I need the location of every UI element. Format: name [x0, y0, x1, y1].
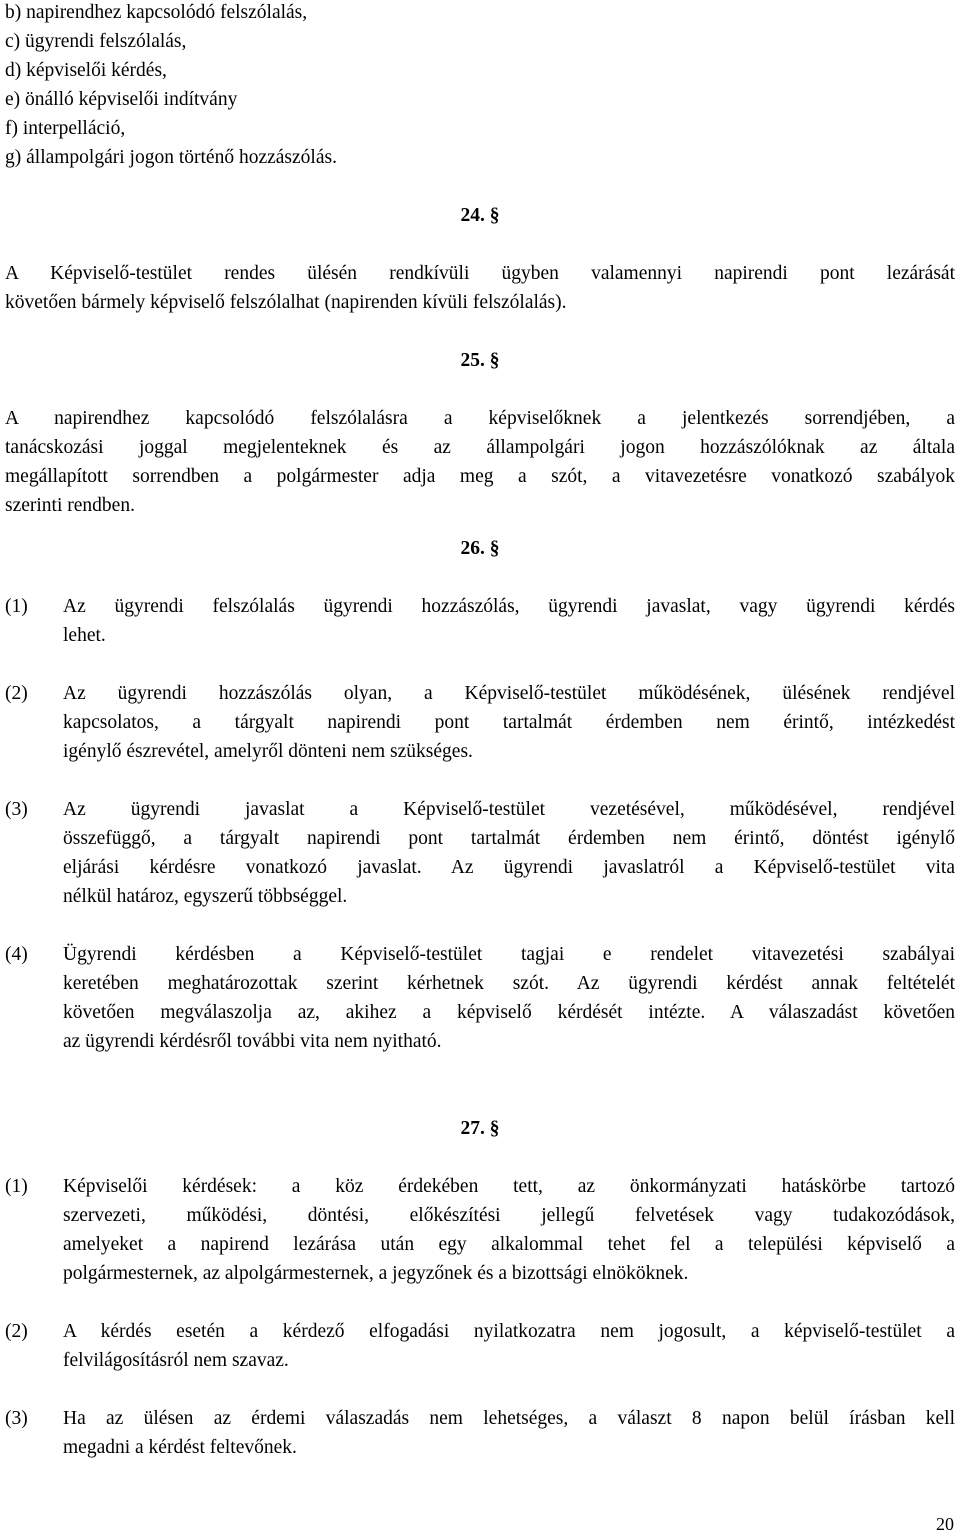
section-27-item-3	[5, 1404, 955, 1462]
item-line: polgármesternek, az alpolgármesternek, a jegyzőnek és a bizottsági elnököknek.	[63, 1263, 689, 1284]
item-line: Az ügyrendi javaslat a Képviselő-testület vezetésével, működésével, rendjével	[63, 799, 955, 820]
page-number: 20	[936, 1514, 954, 1534]
item-line: amelyeket a napirend lezárása után egy alkalommal tehet fel a települési képviselő a	[63, 1234, 955, 1255]
paragraph-line: tanácskozási joggal megjelenteknek és az állampolgári jogon hozzászólóknak az általa	[5, 437, 955, 458]
section-heading-25: 25. §	[460, 350, 500, 371]
item-number: (1)	[5, 596, 28, 617]
item-line: felvilágosításról nem szavaz.	[63, 1350, 289, 1371]
section-heading-24: 24. §	[460, 205, 500, 226]
enumeration-list	[5, 0, 955, 172]
item-line: igénylő észrevétel, amelyről dönteni nem szükséges.	[63, 741, 473, 762]
section-heading-26: 26. §	[460, 538, 500, 559]
list-item: d) képviselői kérdés,	[5, 60, 167, 81]
list-item: g) állampolgári jogon történő hozzászólás.	[5, 147, 337, 168]
item-line: Ügyrendi kérdésben a Képviselő-testület tagjai e rendelet vitavezetési szabályai	[63, 944, 955, 965]
item-line: Az ügyrendi hozzászólás olyan, a Képviselő-testület működésének, ülésének rendjével	[63, 683, 955, 704]
item-line: összefüggő, a tárgyalt napirendi pont tartalmát érdemben nem érintő, döntést igénylő	[63, 828, 955, 849]
item-line: eljárási kérdésre vonatkozó javaslat. Az ügyrendi javaslatról a Képviselő-testület vita	[63, 857, 955, 878]
list-item: e) önálló képviselői indítvány	[5, 89, 238, 110]
section-26-item-4	[5, 940, 955, 1056]
item-line: A kérdés esetén a kérdező elfogadási nyilatkozatra nem jogosult, a képviselő-testület a	[63, 1321, 955, 1342]
item-line: Ha az ülésen az érdemi válaszadás nem lehetséges, a választ 8 napon belül írásban kell	[63, 1408, 955, 1429]
paragraph-line: megállapított sorrendben a polgármester adja meg a szót, a vitavezetésre vonatkozó szabályok	[5, 466, 955, 487]
item-number: (4)	[5, 944, 28, 965]
item-line: lehet.	[63, 625, 106, 646]
item-number: (3)	[5, 1408, 28, 1429]
item-number: (2)	[5, 1321, 28, 1342]
section-27-item-1	[5, 1172, 955, 1288]
list-item: b) napirendhez kapcsolódó felszólalás,	[5, 2, 308, 23]
document-page	[5, 0, 955, 1462]
item-line: követően megválaszolja az, akihez a képviselő kérdését intézte. A válaszadást követően	[63, 1002, 955, 1023]
item-line: Az ügyrendi felszólalás ügyrendi hozzászólás, ügyrendi javaslat, vagy ügyrendi kérdés	[63, 596, 955, 617]
item-line: keretében meghatározottak szerint kérhetnek szót. Az ügyrendi kérdést annak feltételét	[63, 973, 955, 994]
item-line: az ügyrendi kérdésről további vita nem nyitható.	[63, 1031, 442, 1052]
paragraph-line: követően bármely képviselő felszólalhat (napirenden kívüli felszólalás).	[5, 292, 567, 313]
item-number: (3)	[5, 799, 28, 820]
paragraph-line: A napirendhez kapcsolódó felszólalásra a képviselőknek a jelentkezés sorrendjében, a	[5, 408, 955, 429]
section-26-item-2	[5, 679, 955, 766]
list-item: c) ügyrendi felszólalás,	[5, 31, 187, 52]
section-24-paragraph	[5, 259, 955, 317]
item-line: Képviselői kérdések: a köz érdekében tett, az önkormányzati hatáskörbe tartozó	[63, 1176, 955, 1197]
paragraph-line: A Képviselő-testület rendes ülésén rendkívüli ügyben valamennyi napirendi pont lezárását	[5, 263, 955, 284]
section-26-item-1	[5, 592, 955, 650]
item-line: megadni a kérdést feltevőnek.	[63, 1437, 297, 1458]
item-line: kapcsolatos, a tárgyalt napirendi pont tartalmát érdemben nem érintő, intézkedést	[63, 712, 955, 733]
item-number: (2)	[5, 683, 28, 704]
paragraph-line: szerinti rendben.	[5, 495, 135, 516]
item-line: szervezeti, működési, döntési, előkészítési jellegű felvetések vagy tudakozódások,	[63, 1205, 955, 1226]
list-item: f) interpelláció,	[5, 118, 126, 139]
section-26-item-3	[5, 795, 955, 911]
item-number: (1)	[5, 1176, 28, 1197]
item-line: nélkül határoz, egyszerű többséggel.	[63, 886, 348, 907]
section-27-item-2	[5, 1317, 955, 1375]
section-25-paragraph	[5, 404, 955, 520]
section-heading-27: 27. §	[460, 1118, 500, 1139]
